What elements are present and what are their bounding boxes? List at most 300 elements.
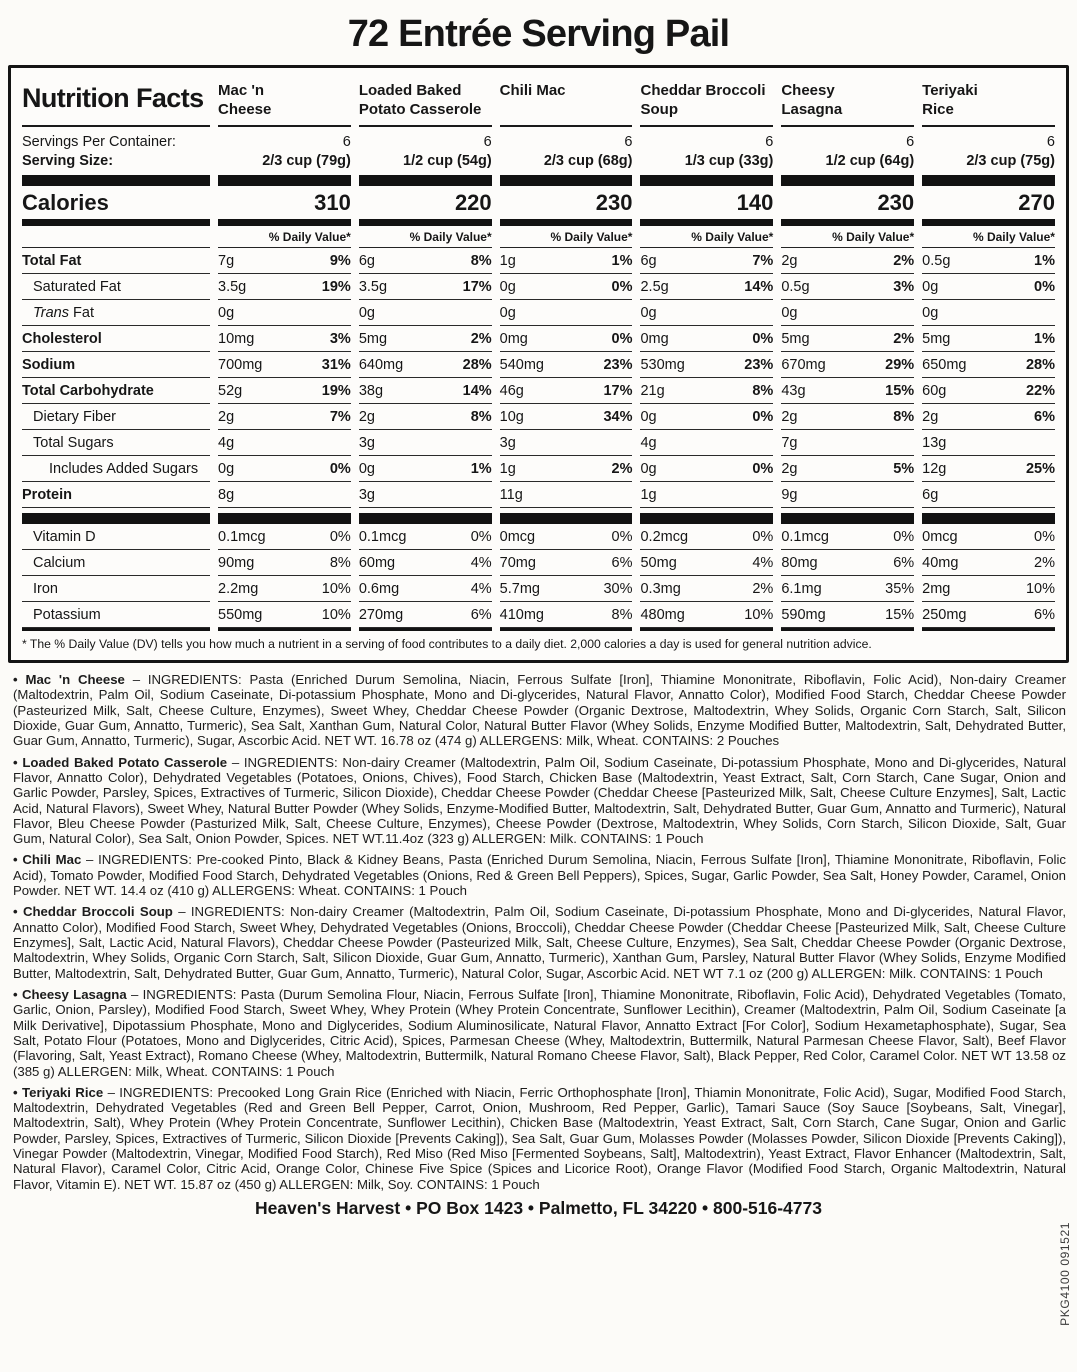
ingredient-name: Teriyaki Rice <box>22 1084 104 1100</box>
ingredient-paragraph <box>13 852 1066 898</box>
divider-bar <box>218 628 351 632</box>
vitamin-label-text: Vitamin D <box>33 528 96 545</box>
nutrient-cell <box>500 248 633 274</box>
nutrient-cell <box>218 482 351 508</box>
daily-value: 25% <box>1025 460 1055 477</box>
vitamin-cell <box>640 576 773 602</box>
nutrition-panel <box>8 65 1069 663</box>
calories-label: Calories <box>22 189 109 215</box>
divider-bar <box>500 628 633 632</box>
nutrient-cell <box>781 274 914 300</box>
divider-bar <box>922 513 1055 524</box>
daily-value: 6% <box>470 606 492 623</box>
daily-value: 0% <box>611 330 633 347</box>
nutrient-cell <box>640 378 773 404</box>
amount: 4g <box>640 434 657 451</box>
amount: 70mg <box>499 554 536 571</box>
nutrient-row <box>22 456 1055 482</box>
nutrient-label-text: Total Carbohydrate <box>22 382 154 399</box>
product-column-header <box>218 76 351 127</box>
daily-value: 31% <box>321 356 351 373</box>
nutrient-cell <box>218 456 351 482</box>
nutrient-cell <box>359 430 492 456</box>
divider-bar <box>359 219 492 226</box>
servings-value: 6 <box>342 133 351 150</box>
amount: 0.3mg <box>640 580 681 597</box>
vitamin-label <box>22 602 210 628</box>
daily-value: 28% <box>1025 356 1055 373</box>
amount: 6.1mg <box>781 580 822 597</box>
amount: 80mg <box>781 554 818 571</box>
vitamin-cell <box>359 576 492 602</box>
amount: 90mg <box>218 554 255 571</box>
nutrient-label-text: Protein <box>22 486 72 503</box>
nutrient-cell <box>781 404 914 430</box>
amount: 46g <box>499 382 524 399</box>
vitamin-cell <box>359 602 492 628</box>
divider-bar <box>359 513 492 524</box>
daily-value: 4% <box>752 554 774 571</box>
daily-value: 9% <box>329 252 351 269</box>
servings-value: 6 <box>624 133 633 150</box>
nutrient-label-text2: Fat <box>69 304 94 321</box>
nutrient-label-text: Sodium <box>22 356 76 373</box>
amount: 0g <box>640 304 657 321</box>
daily-value-header: % Daily Value* <box>500 226 633 248</box>
daily-value: 29% <box>885 356 915 373</box>
calories-value: 310 <box>314 189 351 215</box>
amount: 0mg <box>499 330 528 347</box>
daily-value: 2% <box>611 460 633 477</box>
amount: 1g <box>499 460 516 477</box>
daily-value: 2% <box>1034 554 1055 571</box>
amount: 5mg <box>922 330 951 347</box>
nutrient-cell <box>922 352 1055 378</box>
amount: 11g <box>499 486 523 503</box>
vitamin-row <box>22 602 1055 628</box>
amount: 5mg <box>781 330 810 347</box>
ingredient-name: Cheddar Broccoli Soup <box>22 904 173 920</box>
divider-bar <box>500 219 633 226</box>
nutrient-cell <box>359 404 492 430</box>
daily-value: 30% <box>603 580 633 597</box>
amount: 2g <box>781 460 798 477</box>
ingredient-text: – INGREDIENTS: Non-dairy Creamer (Maltodextrin, Palm Oil, Sodium Caseinate, Di-potassium Phosphate, Mono and Di-glycerides, Natural Flavor, Annatto Color), Dehydrated Vegetables (Potatoes, Onions, Chives), Food Starch, Chicken Base (Maltodextrin, Yeast Extract, Salt, Corn Starch, Cane Sugar, Onion and Garlic Powder, Parsley, Spices, Extractives of Turmeric, Silicon Dioxide), Cheddar Cheese Powder (Cheddar Cheese [Pasteurized Milk, Salt, Cheese Culture Enzymes], Salt, Lactic Acid, Natural Flavors), Sweet Whey, Natural Butter Powder (Whey Solids, Enzyme-Modified Butter, Maltodextrin, Salt, Dehydrated Butter, Guar Gum, Annatto and Turmeric), Natural Flavor, Bleu Cheese Powder (Pasturized Milk, Salt, Cheese Culture, Enzymes), Cheese Powder (Dextrose, Maltodextrin, Whey Solids, Corn Starch, Silicon Dioxide, Salt, Guar Gum, Natural Color), Sea Salt, Onion Powder, Spices. NET WT.11.4oz (323 g) ALLERGEN: Milk. CONTAINS: 1 Pouch <box>13 754 1067 847</box>
product-name-line2: Cheese <box>218 100 272 118</box>
amount: 5.7mg <box>499 580 540 597</box>
nutrient-cell <box>781 430 914 456</box>
ingredient-paragraph <box>13 755 1066 847</box>
amount: 0g <box>922 278 939 295</box>
ingredient-text: – INGREDIENTS: Precooked Long Grain Rice (Enriched with Niacin, Ferric Orthophosphate [Iron], Thiamin Mononitrate, Folic Acid), Sugar, Modified Food Starch, Maltodextrin, Dehydrated Vegetables (Red and Green Bell Pepper, Carrot, Onion, Mushroom, Red Pepper, Garlic), Tamari Sauce (Soy Sauce [Soybeans, Salt, Vinegar], Maltodextrin, Salt), Whey Protein (Whey Protein Concentrate, Sunflower Lecithin), Chicken Base (Maltodextrin, Yeast Extract, Salt, Corn Starch, Cane Sugar, Onion and Garlic Powder, Parsley, Spices, Extractives of Turmeric, Silicon Dioxide [Prevents Caking]), Sea Salt, Guar Gum, Molasses Powder (Molasses Powder, Silicon Dioxide [Prevents Caking]), Vinegar Powder (Maltodextrin, Vinegar, Modified Food Starch), Red Miso (Red Miso [Fermented Soybeans, Salt], Maltodextrin), Yeast Extract, Flavor Enhancer (Maltodextrin, Salt, Natural Flavor), Caramel Color, Citric Acid, Orange Color, Chinese Five Spice (Spices and Licorice Root), Orange Flavor (Modified Food Starch, Organic Maltodextrin, Natural Flavor, Vitamin E). NET WT. 15.87 oz (450 g) ALLERGEN: Milk, Soy. CONTAINS: 1 Pouch <box>13 1084 1066 1192</box>
amount: 7g <box>218 252 235 269</box>
daily-value: 2% <box>893 252 915 269</box>
daily-value-header: % Daily Value* <box>218 226 351 248</box>
amount: 270mg <box>358 606 404 623</box>
serving-size-value: 2/3 cup (79g) <box>262 152 351 169</box>
product-column-header <box>640 76 773 127</box>
ingredient-text: – INGREDIENTS: Pasta (Durum Semolina Flour, Niacin, Ferrous Sulfate [Iron], Thiamine Mononitrate, Riboflavin, Folic Acid), Dehydrated Vegetables (Tomato, Garlic, Onion, Parsley), Modified Food Starch, Sweet Whey, Whey Protein (Whey Protein Concentrate, Sunflower Lecithin), Creamer (Maltodextrin, Palm Oil, Sodium Caseinate [a Milk Derivative], Dipotassium Phosphate, Mono and Diglycerides, Sodium Aluminosilicate, Natural Flavor, Annatto Extract [For Color], Sodium Hexametaphosphate), Sugar, Sea Salt, Potato Flour (Potatoes, Mono and Diglycerides, Citric Acid), Spices, Parmesan Cheese (Whey, Maltodextrin, Buttermilk, Natural Parmesan Cheese Flavor, Salt), Beef Flavor (Flavoring, Salt, Yeast Extract), Romano Cheese (Whey, Maltodextrin, Buttermilk, Natural Romano Cheese Flavor, Salt), Black Pepper, Red Color, Caramel Color. NET WT 13.58 oz (385 g) ALLERGEN: Milk, Wheat. CONTAINS: 1 Pouch <box>13 986 1066 1079</box>
nutrient-cell <box>218 430 351 456</box>
product-name-line1: Cheesy <box>781 82 835 99</box>
nutrient-cell <box>922 326 1055 352</box>
amount: 0mcg <box>499 528 536 545</box>
divider-bar <box>218 219 351 226</box>
vitamin-cell <box>500 602 633 628</box>
nutrient-cell <box>640 248 773 274</box>
nutrient-label <box>22 378 210 404</box>
daily-value: 0% <box>329 528 351 545</box>
daily-value: 1% <box>1034 330 1055 347</box>
ingredient-text: – INGREDIENTS: Non-dairy Creamer (Maltodextrin, Palm Oil, Sodium Caseinate, Di-potassium Phosphate, Mono and Di-glycerides, Natural Flavor, Annatto Color), Modified Food Starch, Sweet Whey, Dehydrated Vegetables (Onions, Broccoli), Cheddar Cheese Powder (Cheddar Cheese [Pasteurized Milk, Salt, Cheese Culture Enzymes], Salt, Lactic Acid, Natural Flavors), Cheddar Cheese Powder (Pasteurized Milk, Salt, Cheese Culture, Enzymes), Sea Salt, Cheddar Cheese Powder (Organic Dextrose, Maltodextrin, Whey Solids, Organic Corn Starch, Salt, Silicon Dioxide, Guar Gum, Annatto, Turmeric), Xanthan Gum, Parsley, Natural Butter Flavor (Whey Solids, Enzyme Modified Butter, Maltodextrin, Salt, Dehydrated Butter, Guar Gum, Annatto, Turmeric), Natural Color, Sugar, Ascorbic Acid. NET WT 7.1 oz (200 g) ALLERGEN: Milk. CONTAINS: 1 Pouch <box>13 904 1066 981</box>
amount: 0.5g <box>781 278 810 295</box>
nutrient-label-text: Cholesterol <box>22 330 102 347</box>
calories-row <box>22 190 1055 216</box>
daily-value: 7% <box>752 252 774 269</box>
package-code: PKG4100 091521 <box>1058 1222 1072 1326</box>
nutrient-label <box>22 456 210 482</box>
serving-size-value: 1/3 cup (33g) <box>684 152 774 169</box>
nutrient-cell <box>640 274 773 300</box>
divider-bar <box>218 175 351 186</box>
amount: 21g <box>640 382 665 399</box>
calories-value: 230 <box>877 189 915 215</box>
bullet-icon: • <box>13 986 18 1002</box>
nutrient-cell <box>640 482 773 508</box>
nutrient-label <box>22 352 210 378</box>
vitamin-row <box>22 524 1055 550</box>
divider-bar <box>500 513 633 524</box>
vitamin-cell <box>640 550 773 576</box>
divider-bar <box>781 513 914 524</box>
amount: 0g <box>640 460 657 477</box>
nutrient-label <box>22 274 210 300</box>
calories-value: 230 <box>595 189 633 215</box>
daily-value: 0% <box>752 330 774 347</box>
vitamin-cell <box>218 576 351 602</box>
daily-value: 0% <box>611 278 633 295</box>
amount: 0.1mcg <box>781 528 829 545</box>
amount: 8g <box>218 486 235 503</box>
daily-value: 7% <box>329 408 351 425</box>
nutrient-cell <box>781 326 914 352</box>
amount: 1g <box>499 252 516 269</box>
nutrient-cell <box>359 326 492 352</box>
daily-value: 14% <box>462 382 492 399</box>
amount: 0mg <box>640 330 669 347</box>
vitamin-row <box>22 576 1055 602</box>
ingredient-name: Chili Mac <box>22 852 82 868</box>
servings-value: 6 <box>483 133 492 150</box>
amount: 540mg <box>499 356 544 373</box>
daily-value: 0% <box>470 528 492 545</box>
amount: 12g <box>922 460 947 477</box>
divider-bar <box>781 628 914 632</box>
vitamin-cell <box>781 524 914 550</box>
nutrient-row <box>22 430 1055 456</box>
bullet-icon: • <box>13 754 18 770</box>
amount: 550mg <box>218 606 263 623</box>
amount: 0mcg <box>922 528 958 545</box>
vitamin-cell <box>218 550 351 576</box>
amount: 2g <box>922 408 939 425</box>
daily-value: 15% <box>885 606 915 623</box>
nutrient-label-text: Trans <box>33 304 69 321</box>
product-column-header <box>500 76 633 127</box>
amount: 0g <box>781 304 798 321</box>
daily-value: 14% <box>744 278 774 295</box>
amount: 480mg <box>640 606 685 623</box>
nutrient-row <box>22 300 1055 326</box>
calories-value: 270 <box>1018 189 1055 215</box>
nutrient-row <box>22 378 1055 404</box>
vitamin-cell <box>781 602 914 628</box>
nutrient-cell <box>922 404 1055 430</box>
nutrient-label-text: Total Sugars <box>33 434 114 451</box>
serving-size-value: 1/2 cup (64g) <box>825 152 915 169</box>
amount: 0.1mcg <box>358 528 407 545</box>
nutrient-cell <box>359 352 492 378</box>
nutrient-cell <box>218 404 351 430</box>
amount: 670mg <box>781 356 826 373</box>
amount: 40mg <box>922 554 959 571</box>
vitamin-row <box>22 550 1055 576</box>
amount: 9g <box>781 486 798 503</box>
daily-value: 35% <box>885 580 915 597</box>
vitamin-cell <box>922 524 1055 550</box>
daily-value: 8% <box>329 554 351 571</box>
ingredient-name: Loaded Baked Potato Casserole <box>22 754 228 770</box>
nutrient-cell <box>922 482 1055 508</box>
amount: 0g <box>218 460 235 477</box>
amount: 60mg <box>358 554 396 571</box>
amount: 43g <box>781 382 806 399</box>
divider-bar <box>640 513 773 524</box>
divider-bar <box>922 175 1055 186</box>
daily-value: 4% <box>470 580 492 597</box>
nutrient-cell <box>218 248 351 274</box>
daily-value: 8% <box>893 408 915 425</box>
nutrient-label <box>22 404 210 430</box>
divider-bar <box>640 628 773 632</box>
amount: 2g <box>218 408 235 425</box>
nutrient-label <box>22 482 210 508</box>
nutrient-cell <box>359 274 492 300</box>
daily-value-header-row <box>22 226 1055 248</box>
daily-value: 2% <box>470 330 492 347</box>
daily-value: 5% <box>893 460 915 477</box>
nutrient-row <box>22 352 1055 378</box>
daily-value: 2% <box>893 330 915 347</box>
daily-value-header: % Daily Value* <box>922 226 1055 248</box>
amount: 2g <box>781 252 798 269</box>
footnote: * The % Daily Value (DV) tells you how much a nutrient in a serving of food contributes to a daily diet. 2,000 calories a day is used for general nutrition advice. <box>22 637 872 651</box>
divider-bar-row <box>22 175 1055 186</box>
daily-value: 1% <box>470 460 492 477</box>
amount: 3g <box>499 434 516 451</box>
product-name-line2: Soup <box>640 100 678 118</box>
vitamin-label <box>22 550 210 576</box>
amount: 590mg <box>781 606 826 623</box>
amount: 2g <box>781 408 798 425</box>
nutrient-cell <box>218 352 351 378</box>
nutrient-cell <box>922 378 1055 404</box>
product-name-line2: Potato Casserole <box>358 100 482 118</box>
divider-bar <box>781 219 914 226</box>
nutrient-cell <box>922 430 1055 456</box>
vitamin-cell <box>500 576 633 602</box>
nutrient-row <box>22 248 1055 274</box>
product-column-header <box>781 76 914 127</box>
vitamin-cell <box>922 550 1055 576</box>
vitamin-cell <box>922 576 1055 602</box>
serving-size-label: Serving Size: <box>22 152 114 169</box>
divider-bar <box>922 219 1055 226</box>
amount: 6g <box>640 252 657 269</box>
nutrient-row <box>22 326 1055 352</box>
daily-value: 0% <box>752 460 774 477</box>
bullet-icon: • <box>13 1084 18 1100</box>
divider-bar <box>640 175 773 186</box>
amount: 700mg <box>218 356 263 373</box>
amount: 640mg <box>358 356 404 373</box>
daily-value: 34% <box>603 408 633 425</box>
daily-value: 23% <box>603 356 633 373</box>
vitamin-label <box>22 576 210 602</box>
nutrient-cell <box>640 326 773 352</box>
page-title: 72 Entrée Serving Pail <box>347 13 730 55</box>
ingredient-name: Cheesy Lasagna <box>21 986 127 1002</box>
vitamin-label-text: Iron <box>33 580 58 597</box>
vitamin-label-text: Calcium <box>33 554 86 571</box>
amount: 13g <box>922 434 947 451</box>
amount: 6g <box>358 252 375 269</box>
divider-bar <box>359 628 492 632</box>
vitamin-cell <box>359 550 492 576</box>
serving-size-value: 1/2 cup (54g) <box>403 152 492 169</box>
amount: 3.5g <box>218 278 247 295</box>
daily-value: 4% <box>470 554 492 571</box>
nutrient-cell <box>500 456 633 482</box>
product-name-line2: Lasagna <box>781 100 843 118</box>
daily-value: 8% <box>611 606 633 623</box>
product-name-line2: Rice <box>922 100 954 118</box>
nutrient-cell <box>781 482 914 508</box>
servings-value: 6 <box>765 133 774 150</box>
daily-value: 10% <box>321 606 351 623</box>
product-name-line1: Mac 'n <box>218 82 265 99</box>
nutrient-cell <box>359 300 492 326</box>
nutrient-label-text: Dietary Fiber <box>33 408 116 425</box>
ingredient-paragraph <box>13 1085 1066 1192</box>
divider-bar <box>640 219 773 226</box>
amount: 0g <box>358 304 375 321</box>
nutrient-cell <box>922 248 1055 274</box>
ingredient-text: – INGREDIENTS: Pre-cooked Pinto, Black & Kidney Beans, Pasta (Enriched Durum Semolina, Niacin, Ferrous Sulfate [Iron], Thiamine Mononitrate, Riboflavin, Folic Acid), Tomato Powder, Modified Food Starch, Dehydrated Vegetables (Onions, Red & Green Bell Peppers), Spices, Sugar, Garlic Powder, Sea Salt, Honey Powder, Caramel, Onion Powder. NET WT. 14.4 oz (410 g) ALLERGENS: Wheat. CONTAINS: 1 Pouch <box>13 852 1066 899</box>
nutrient-cell <box>500 482 633 508</box>
vitamin-cell <box>218 524 351 550</box>
daily-value: 0% <box>1034 278 1055 295</box>
vitamin-cell <box>781 550 914 576</box>
nutrient-cell <box>218 274 351 300</box>
product-name-line1: Cheddar Broccoli <box>640 82 766 99</box>
divider-bar <box>500 175 633 186</box>
nutrient-cell <box>640 404 773 430</box>
servings-row <box>22 134 1055 150</box>
nutrient-cell <box>781 352 914 378</box>
nutrient-cell <box>922 274 1055 300</box>
daily-value: 15% <box>885 382 915 399</box>
amount: 0g <box>218 304 235 321</box>
nutrient-cell <box>781 248 914 274</box>
amount: 530mg <box>640 356 685 373</box>
vitamin-cell <box>922 602 1055 628</box>
serving-size-value: 2/3 cup (75g) <box>966 152 1055 169</box>
amount: 0.1mcg <box>218 528 266 545</box>
vitamin-cell <box>359 524 492 550</box>
daily-value: 0% <box>1034 528 1055 545</box>
daily-value: 0% <box>752 528 774 545</box>
nutrient-cell <box>922 300 1055 326</box>
amount: 10mg <box>218 330 255 347</box>
amount: 0g <box>640 408 657 425</box>
daily-value: 2% <box>752 580 774 597</box>
divider-bar <box>22 628 210 632</box>
daily-value: 17% <box>462 278 492 295</box>
amount: 0g <box>922 304 939 321</box>
nutrient-label <box>22 248 210 274</box>
daily-value-header-spacer <box>22 226 210 248</box>
serving-size-row <box>22 153 1055 169</box>
amount: 0g <box>499 278 516 295</box>
end-bar-row <box>22 628 1055 632</box>
amount: 10g <box>499 408 524 425</box>
nutrient-label-text: Saturated Fat <box>33 278 121 295</box>
bullet-icon: • <box>13 852 18 868</box>
amount: 0.2mcg <box>640 528 689 545</box>
daily-value: 3% <box>329 330 351 347</box>
ingredient-paragraph <box>13 672 1066 749</box>
divider-bar <box>22 513 210 524</box>
daily-value: 19% <box>321 278 351 295</box>
nutrient-cell <box>500 404 633 430</box>
ingredient-paragraph <box>13 904 1066 981</box>
nutrient-cell <box>640 430 773 456</box>
daily-value: 6% <box>611 554 633 571</box>
nutrient-cell <box>359 378 492 404</box>
nutrient-cell <box>359 456 492 482</box>
amount: 2g <box>358 408 375 425</box>
ingredient-text: – INGREDIENTS: Pasta (Enriched Durum Semolina, Niacin, Ferrous Sulfate [Iron], Thiamine Mononitrate, Riboflavin, Folic Acid), Non-dairy Creamer (Maltodextrin, Palm Oil, Sodium Caseinate, Di-potassium Phosphate, Mono and Di-glycerides, Natural Flavor, Annatto Color), Modified Food Starch, Cheddar Cheese Powder (Pasteurized Milk, Salt, Cheese Culture, Enzymes), Sweet Whey, Cheddar Cheese Powder (Organic Dextrose, Maltodextrin, Whey Solids, Organic Corn Starch, Salt, Silicon Dioxide, Guar Gum, Annatto, Turmeric), Sea Salt, Xanthan Gum, Natural Color, Natural Butter Flavor (Whey Solids, Enzyme Modified Butter, Maltodextrin, Salt, Dehydrated Butter, Guar Gum, Annatto, Turmeric), Sugar, Ascorbic Acid. NET WT. 16.78 oz (474 g) ALLERGENS: Milk, Wheat. CONTAINS: 2 Pouches <box>13 672 1066 749</box>
amount: 0g <box>499 304 516 321</box>
amount: 2.2mg <box>218 580 259 597</box>
vitamin-cell <box>500 524 633 550</box>
nutrient-cell <box>359 248 492 274</box>
product-name-line1: Loaded Baked <box>358 82 462 99</box>
daily-value: 8% <box>470 408 492 425</box>
daily-value-header: % Daily Value* <box>781 226 914 248</box>
vitamin-cell <box>640 602 773 628</box>
nutrition-facts-heading: Nutrition Facts <box>22 76 210 127</box>
amount: 0.5g <box>922 252 951 269</box>
vitamin-label <box>22 524 210 550</box>
nutrient-cell <box>500 326 633 352</box>
amount: 3.5g <box>358 278 388 295</box>
nutrient-label <box>22 300 210 326</box>
nutrient-label <box>22 430 210 456</box>
vitamin-cell <box>218 602 351 628</box>
daily-value: 10% <box>744 606 774 623</box>
